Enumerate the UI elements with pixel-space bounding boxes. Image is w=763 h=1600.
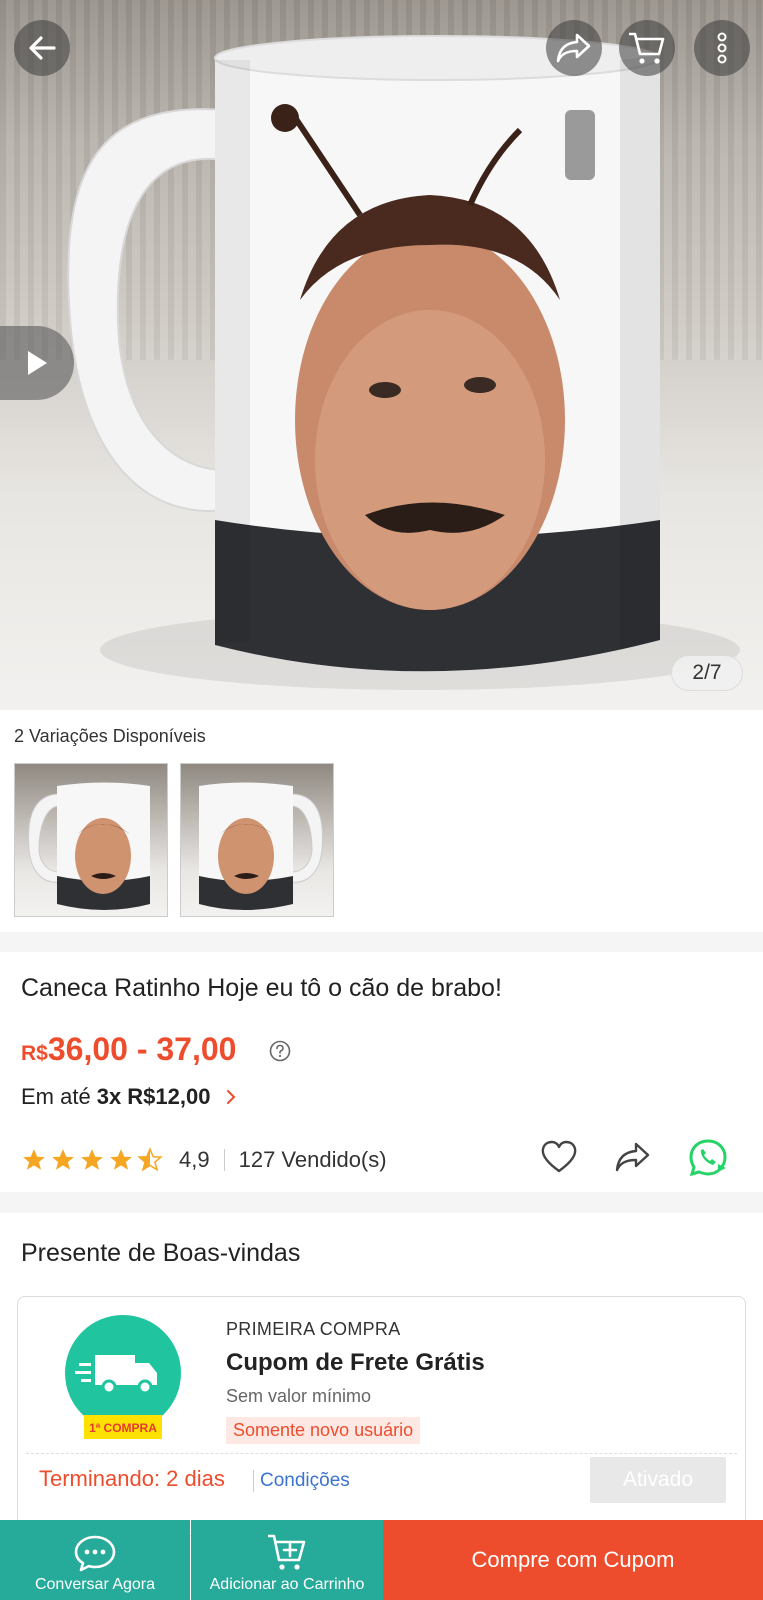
mug-thumbnail-image [15, 764, 168, 917]
variations-title: 2 Variações Disponíveis [14, 726, 206, 746]
installment-value: 3x R$12,00 [96, 1084, 211, 1109]
star-icon [21, 1147, 47, 1173]
variation-thumbnail-1[interactable] [14, 763, 168, 917]
play-video-button[interactable] [0, 326, 74, 400]
cart-button[interactable] [619, 20, 675, 76]
star-half-icon [137, 1147, 163, 1173]
share-icon [555, 31, 593, 65]
add-to-cart-label: Adicionar ao Carrinho [209, 1576, 365, 1593]
help-circle-icon[interactable] [269, 1040, 291, 1062]
back-button[interactable] [14, 20, 70, 76]
chat-now-label: Conversar Agora [34, 1576, 156, 1593]
rating-value: 4,9 [179, 1147, 210, 1172]
share-icon[interactable] [614, 1140, 652, 1174]
mug-photo [0, 0, 763, 710]
installment-prefix: Em até [21, 1084, 91, 1109]
chat-now-button[interactable] [0, 1520, 190, 1600]
product-image-carousel[interactable] [0, 0, 763, 710]
variation-thumbnail-2[interactable] [180, 763, 334, 917]
installment-info[interactable] [21, 1084, 238, 1110]
divider [224, 1149, 225, 1171]
star-icon [50, 1147, 76, 1173]
play-icon [24, 348, 50, 378]
coupon-divider [26, 1453, 737, 1454]
price-range [21, 1031, 236, 1068]
heart-icon[interactable] [540, 1140, 578, 1174]
more-options-button[interactable] [694, 20, 750, 76]
sold-count: 127 Vendido(s) [238, 1147, 387, 1172]
chat-icon [73, 1534, 117, 1572]
variations-section [0, 710, 763, 932]
coupon-tag: Somente novo usuário [226, 1417, 420, 1444]
buy-with-coupon-button[interactable]: Compre com Cupom [383, 1520, 763, 1600]
gift-title: Presente de Boas-vindas [21, 1239, 301, 1267]
price-currency: R$ [21, 1042, 48, 1065]
product-title: Caneca Ratinho Hoje eu tô o cão de brabo! [21, 974, 502, 1002]
rating-row [21, 1145, 387, 1175]
more-vertical-icon [717, 31, 727, 65]
coupon-ending: Terminando: 2 dias [39, 1466, 225, 1491]
share-button[interactable] [546, 20, 602, 76]
coupon-card[interactable] [17, 1296, 746, 1536]
mug-thumbnail-image [181, 764, 334, 917]
chevron-right-icon [224, 1087, 238, 1107]
coupon-subtitle: PRIMEIRA COMPRA [226, 1319, 401, 1339]
coupon-badge: 1ª COMPRA [89, 1421, 157, 1435]
star-icon [108, 1147, 134, 1173]
star-icon [79, 1147, 105, 1173]
coupon-title: Cupom de Frete Grátis [226, 1349, 485, 1376]
back-arrow-icon [24, 30, 60, 66]
coupon-conditions-link[interactable]: Condições [253, 1470, 350, 1492]
add-to-cart-button[interactable] [191, 1520, 383, 1600]
rating-stars [21, 1147, 163, 1173]
price-value: 36,00 - 37,00 [47, 1031, 237, 1067]
cart-icon [627, 30, 667, 66]
coupon-activated-button[interactable]: Ativado [590, 1457, 726, 1503]
whatsapp-icon[interactable] [688, 1138, 728, 1176]
free-shipping-truck-icon [65, 1315, 185, 1445]
image-counter: 2/7 [671, 655, 743, 691]
bottom-action-bar [0, 1520, 763, 1600]
coupon-min: Sem valor mínimo [226, 1386, 372, 1406]
add-to-cart-icon [265, 1532, 309, 1572]
